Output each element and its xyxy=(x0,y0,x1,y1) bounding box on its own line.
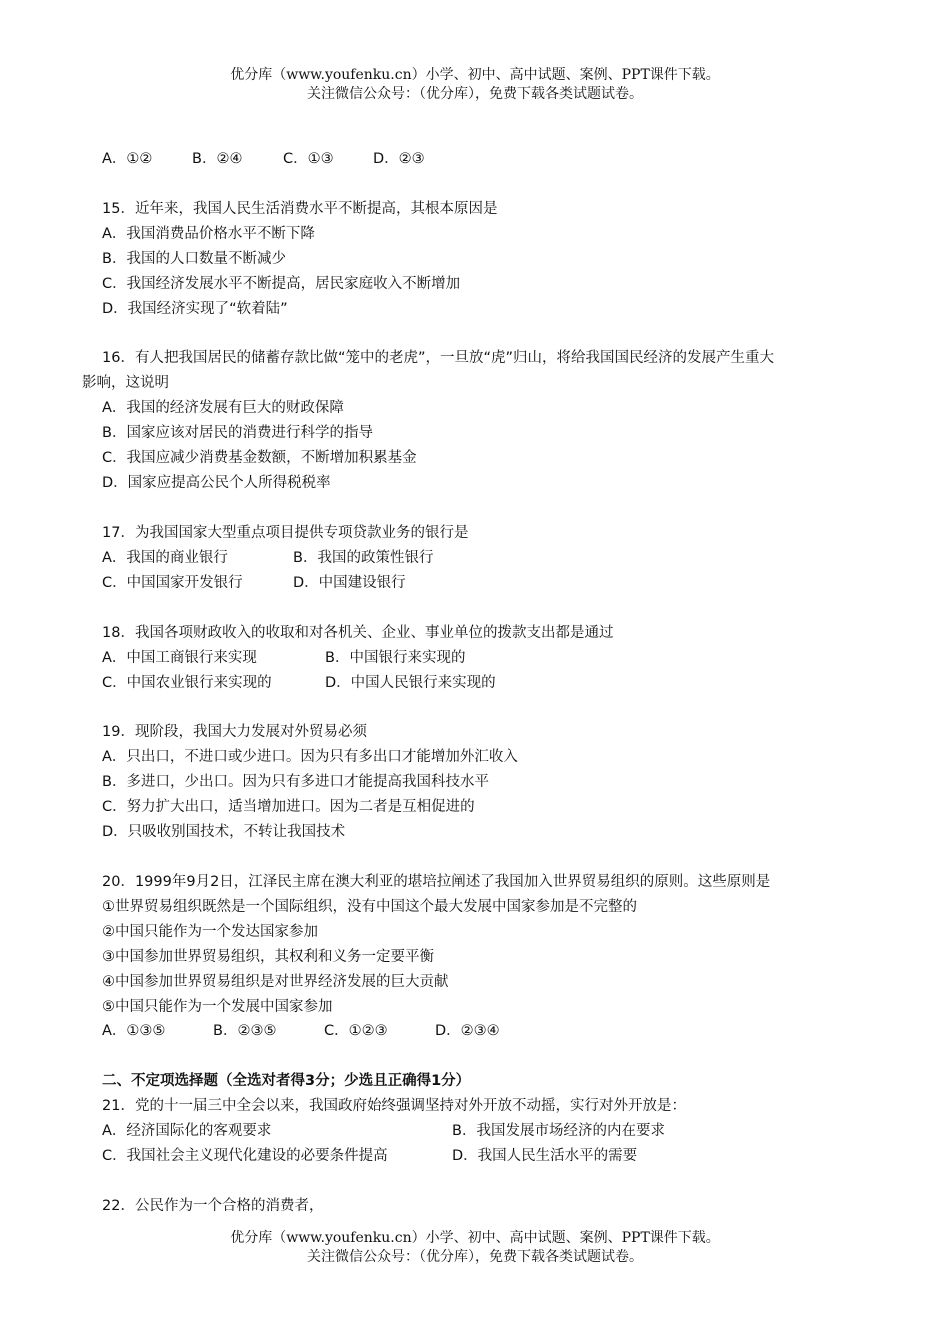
option-c: C．①③ xyxy=(283,151,334,167)
page-footer xyxy=(0,1229,950,1267)
q19-option-a: A．只出口，不进口或少进口。因为只有多出口才能增加外汇收入 xyxy=(102,749,518,765)
q17-option-a: A．我国的商业银行 xyxy=(102,550,228,566)
footer-line-2: 关注微信公众号：（优分库），免费下载各类试题试卷。 xyxy=(307,1249,643,1265)
q17-stem: 17．为我国国家大型重点项目提供专项贷款业务的银行是 xyxy=(102,525,469,541)
option-b: B．②④ xyxy=(192,151,243,167)
q17-option-b: B．我国的政策性银行 xyxy=(293,550,434,566)
q15-option-b: B．我国的人口数量不断减少 xyxy=(102,251,286,267)
q15-option-d: D．我国经济实现了“软着陆” xyxy=(102,301,288,317)
q20-option-c: C．①②③ xyxy=(324,1023,388,1039)
q18-options-row-2 xyxy=(102,673,496,693)
q20-option-d: D．②③④ xyxy=(435,1023,500,1039)
q15-stem: 15．近年来，我国人民生活消费水平不断提高，其根本原因是 xyxy=(102,201,498,217)
q20-item-5: ⑤中国只能作为一个发展中国家参加 xyxy=(102,999,333,1015)
q20-item-1: ①世界贸易组织既然是一个国际组织，没有中国这个最大发展中国家参加是不完整的 xyxy=(102,899,637,915)
q14-options xyxy=(102,149,425,169)
q21-options-row-2 xyxy=(102,1146,637,1166)
q18-option-c: C．中国农业银行来实现的 xyxy=(102,675,272,691)
q18-option-d: D．中国人民银行来实现的 xyxy=(325,675,496,691)
page-header xyxy=(0,66,950,104)
q20-item-3: ③中国参加世界贸易组织，其权利和义务一定要平衡 xyxy=(102,949,434,965)
q19-option-d: D．只吸收别国技术，不转让我国技术 xyxy=(102,824,346,840)
q16-option-a: A．我国的经济发展有巨大的财政保障 xyxy=(102,400,344,416)
section-2-title: 二、不定项选择题（全选对者得3分；少选且正确得1分） xyxy=(102,1073,471,1089)
q16-option-d: D．国家应提高公民个人所得税税率 xyxy=(102,475,331,491)
q17-option-c: C．中国国家开发银行 xyxy=(102,575,243,591)
q20-option-a: A．①③⑤ xyxy=(102,1023,166,1039)
q20-options xyxy=(102,1021,500,1041)
q15-option-c: C．我国经济发展水平不断提高，居民家庭收入不断增加 xyxy=(102,276,461,292)
q16-stem-line-1: 16．有人把我国居民的储蓄存款比做“笼中的老虎”，一旦放“虎”归山，将给我国国民经济的发展产生重大 xyxy=(102,350,774,366)
option-d: D．②③ xyxy=(373,151,425,167)
q20-option-b: B．②③⑤ xyxy=(213,1023,277,1039)
q16-option-c: C．我国应减少消费基金数额，不断增加积累基金 xyxy=(102,450,417,466)
q15-option-a: A．我国消费品价格水平不断下降 xyxy=(102,226,315,242)
q22-stem: 22．公民作为一个合格的消费者， xyxy=(102,1198,324,1214)
q20-stem: 20．1999年9月2日，江泽民主席在澳大利亚的堪培拉阐述了我国加入世界贸易组织的原则。这些原则是 xyxy=(102,874,771,890)
q19-option-b: B．多进口，少出口。因为只有多进口才能提高我国科技水平 xyxy=(102,774,489,790)
q18-stem: 18．我国各项财政收入的收取和对各机关、企业、事业单位的拨款支出都是通过 xyxy=(102,625,614,641)
q21-option-c: C．我国社会主义现代化建设的必要条件提高 xyxy=(102,1148,388,1164)
q21-option-a: A．经济国际化的客观要求 xyxy=(102,1123,272,1139)
q21-option-d: D．我国人民生活水平的需要 xyxy=(452,1148,638,1164)
q19-stem: 19．现阶段，我国大力发展对外贸易必须 xyxy=(102,724,367,740)
q21-option-b: B．我国发展市场经济的内在要求 xyxy=(452,1123,665,1139)
q17-options-row-1 xyxy=(102,548,433,568)
footer-line-1: 优分库（www.youfenku.cn）小学、初中、高中试题、案例、PPT课件下载。 xyxy=(230,1230,720,1246)
q18-options-row-1 xyxy=(102,648,465,668)
q20-item-2: ②中国只能作为一个发达国家参加 xyxy=(102,924,318,940)
q17-option-d: D．中国建设银行 xyxy=(293,575,406,591)
q16-option-b: B．国家应该对居民的消费进行科学的指导 xyxy=(102,425,373,441)
q17-options-row-2 xyxy=(102,573,406,593)
q16-stem-line-2: 影响，这说明 xyxy=(82,375,169,391)
q21-options-row-1 xyxy=(102,1121,665,1141)
q20-item-4: ④中国参加世界贸易组织是对世界经济发展的巨大贡献 xyxy=(102,974,449,990)
header-line-1: 优分库（www.youfenku.cn）小学、初中、高中试题、案例、PPT课件下载。 xyxy=(230,67,720,83)
q18-option-a: A．中国工商银行来实现 xyxy=(102,650,257,666)
header-line-2: 关注微信公众号：（优分库），免费下载各类试题试卷。 xyxy=(307,86,643,102)
q18-option-b: B．中国银行来实现的 xyxy=(325,650,466,666)
q21-stem: 21．党的十一届三中全会以来，我国政府始终强调坚持对外开放不动摇，实行对外开放是： xyxy=(102,1098,686,1114)
option-a: A．①② xyxy=(102,151,153,167)
q19-option-c: C．努力扩大出口，适当增加进口。因为二者是互相促进的 xyxy=(102,799,475,815)
